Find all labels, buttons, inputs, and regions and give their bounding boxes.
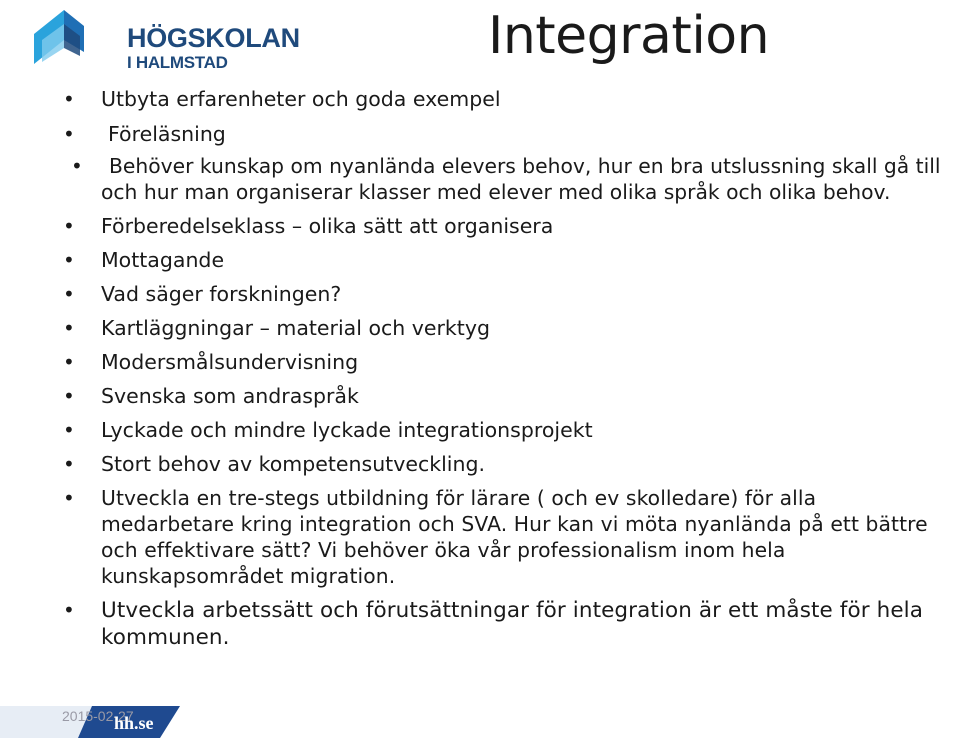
bullet-item: • Vad säger forskningen? xyxy=(0,281,960,307)
bullet-item: • Utveckla en tre-stegs utbildning för lärare ( och ev skolledare) för alla medarbetare kring integration och SVA. Hur kan vi möta nyanlända på ett bättre och effektivare sätt? Vi behöver öka vår professionalism inom hela kunskapsområdet migration. xyxy=(0,485,960,589)
bullet-list xyxy=(0,86,960,659)
bullet-item: • Lyckade och mindre lyckade integrationsprojekt xyxy=(0,417,960,443)
logo-text xyxy=(127,25,300,71)
bullet-item: • Behöver kunskap om nyanlända elevers behov, hur en bra utslussning skall gå till och hur man organiserar klasser med elever med olika språk och olika behov. xyxy=(0,153,960,205)
slide-title: Integration xyxy=(488,6,770,66)
bullet-item: • Kartläggningar – material och verktyg xyxy=(0,315,960,341)
logo-line2: I HALMSTAD xyxy=(127,53,228,72)
university-logo xyxy=(34,4,300,72)
bullet-item: • Förberedelseklass – olika sätt att organisera xyxy=(0,213,960,239)
bullet-item: • Utbyta erfarenheter och goda exempel xyxy=(0,86,960,112)
footer-date: 2015-02-27 xyxy=(62,708,134,724)
logo-mark-icon xyxy=(34,4,94,70)
bullet-item: • Föreläsning xyxy=(0,121,960,147)
footer-site-link[interactable]: hh.se xyxy=(114,713,154,733)
bullet-item: • Svenska som andraspråk xyxy=(0,383,960,409)
bullet-item: • Stort behov av kompetensutveckling. xyxy=(0,451,960,477)
bullet-item: • Utveckla arbetssätt och förutsättningar för integration är ett måste för hela kommunen. xyxy=(0,597,960,651)
bullet-item: • Modersmålsundervisning xyxy=(0,349,960,375)
logo-line1: HÖGSKOLAN xyxy=(127,23,300,53)
bullet-item: • Mottagande xyxy=(0,247,960,273)
